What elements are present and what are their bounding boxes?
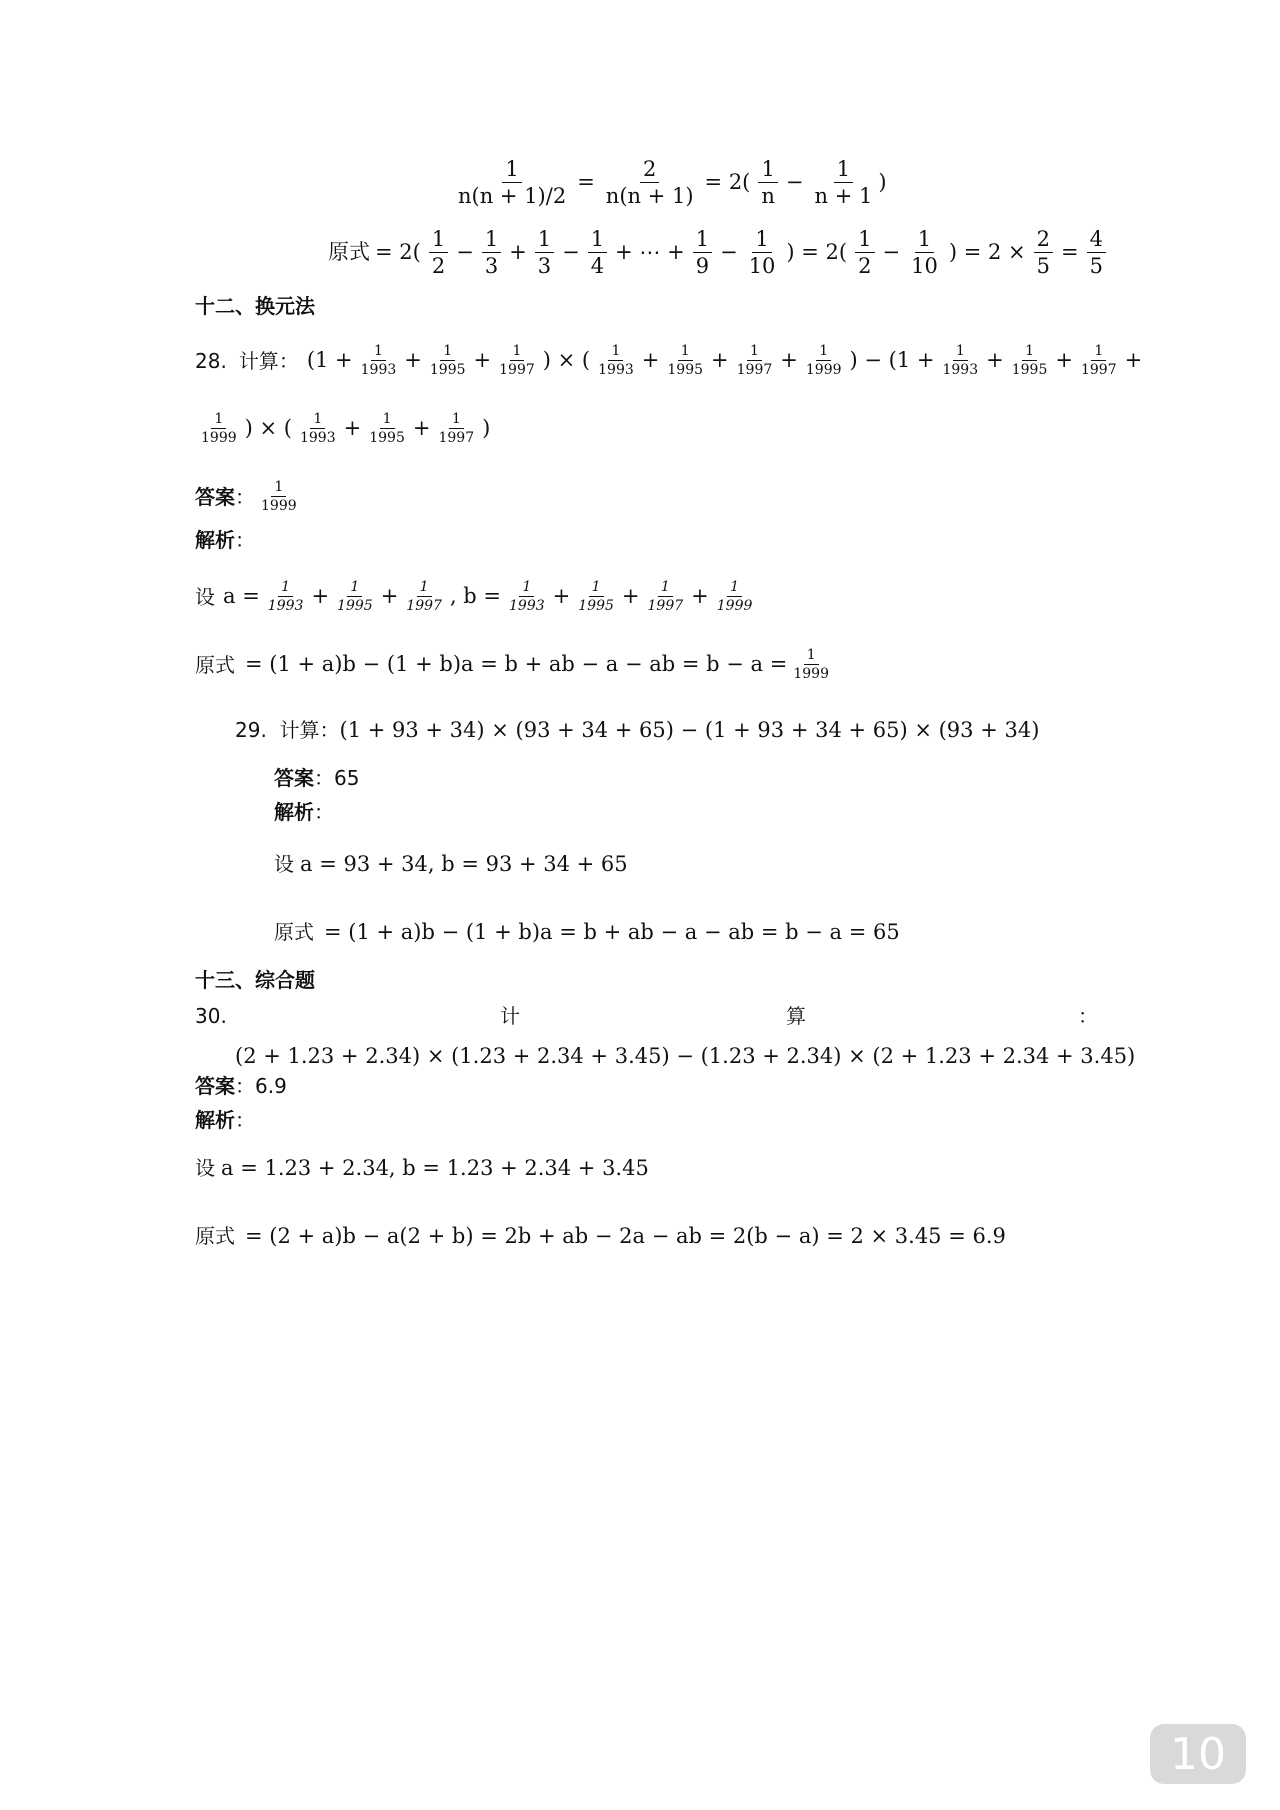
q28-answer <box>195 480 303 513</box>
numerator: 1 <box>278 580 293 597</box>
fraction <box>855 228 874 277</box>
operator: − <box>456 240 474 265</box>
denominator: 3 <box>484 254 499 279</box>
numerator: 1 <box>449 412 464 429</box>
numerator: 1 <box>535 228 554 253</box>
question-prefix: 计算： <box>279 718 340 742</box>
q28-let-expression <box>221 580 758 613</box>
denominator: 1993 <box>267 597 304 614</box>
fraction <box>908 228 941 277</box>
fraction <box>746 228 779 277</box>
analysis-colon: ： <box>235 1108 255 1132</box>
q30-original-line <box>195 1226 1006 1247</box>
denominator: 2 <box>858 254 872 279</box>
denominator: n <box>761 184 775 209</box>
denominator: 1995 <box>1011 361 1048 378</box>
denominator: 1995 <box>578 597 614 614</box>
answer-colon: ： <box>235 484 255 509</box>
fraction <box>1078 344 1120 377</box>
fraction <box>198 412 240 445</box>
fraction <box>535 228 554 277</box>
denominator: 1997 <box>499 361 535 378</box>
numerator: 1 <box>855 228 874 253</box>
expression-token: a = <box>223 584 260 609</box>
operator: − <box>720 240 738 265</box>
fraction <box>427 344 469 377</box>
let-label: 设 <box>195 1156 215 1180</box>
expression-token: ) − (1 + <box>849 348 935 373</box>
numerator: 1 <box>915 228 934 253</box>
answer-label: 答案 <box>195 1074 235 1098</box>
fraction <box>588 228 607 277</box>
numerator: 1 <box>752 228 771 253</box>
section-heading-13: 十三、综合题 <box>195 968 315 992</box>
fraction <box>496 344 538 377</box>
denominator: 10 <box>748 254 776 279</box>
expression-token: ) × ( <box>244 416 292 441</box>
numerator: 1 <box>804 648 819 665</box>
numerator: 1 <box>211 412 226 429</box>
yuanshi-label: 原式 <box>328 240 370 265</box>
q30-word-ji: 计 <box>500 1004 520 1028</box>
denominator: 1995 <box>667 361 704 378</box>
numerator: 1 <box>589 580 604 597</box>
fraction <box>664 344 706 377</box>
answer-value: ：6.9 <box>235 1074 287 1098</box>
page-number-badge: 10 <box>1150 1724 1246 1784</box>
q28-question-line2 <box>195 412 492 445</box>
denominator: 1997 <box>406 597 442 614</box>
fraction <box>603 158 697 207</box>
q30-answer <box>195 1076 287 1097</box>
let-label: 设 <box>195 584 215 609</box>
fraction <box>803 344 845 377</box>
denominator: 1993 <box>942 361 979 378</box>
expression-token: + <box>412 416 431 441</box>
denominator: n(n + 1)/2 <box>458 184 567 209</box>
answer-fraction <box>258 480 300 513</box>
numerator: 1 <box>588 228 607 253</box>
expression-token: + <box>552 584 571 609</box>
fraction <box>575 580 617 613</box>
formula-reciprocal-triangular <box>452 158 887 207</box>
denominator: 9 <box>695 254 710 279</box>
fraction <box>595 344 637 377</box>
fraction <box>758 158 778 207</box>
denominator: 2 <box>431 254 446 279</box>
fraction <box>265 580 307 613</box>
denominator: 1995 <box>429 361 466 378</box>
expression-token: + <box>473 348 492 373</box>
q28-original-line <box>195 648 835 681</box>
numerator: 1 <box>727 580 742 597</box>
analysis-label: 解析 <box>274 800 314 824</box>
denominator: 1993 <box>299 429 336 446</box>
q29-original-line <box>274 922 900 943</box>
formula-telescoping <box>328 228 1109 277</box>
denominator: 1997 <box>736 361 773 378</box>
equals-mid: ) = 2( <box>786 240 848 265</box>
fraction <box>429 228 448 277</box>
numerator: 1 <box>953 344 968 361</box>
denominator: 1995 <box>337 597 373 614</box>
denominator: 1993 <box>360 361 397 378</box>
answer-label: 答案 <box>274 766 314 790</box>
question-number: 29. <box>235 718 267 742</box>
fraction <box>297 412 339 445</box>
fraction <box>812 158 876 207</box>
fraction <box>455 158 569 207</box>
expression-token: ) × ( <box>542 348 591 373</box>
denominator: 1993 <box>598 361 634 378</box>
numerator: 4 <box>1087 228 1106 253</box>
denominator: 5 <box>1089 254 1103 279</box>
q29-analysis <box>274 802 334 823</box>
answer-label: 答案 <box>195 484 235 509</box>
denominator: 1999 <box>805 361 842 378</box>
fraction <box>1087 228 1106 277</box>
telescoping-terms-tail <box>690 228 782 277</box>
numerator: 1 <box>678 344 693 361</box>
denominator: 1997 <box>438 429 475 446</box>
numerator: 1 <box>519 580 534 597</box>
fraction <box>714 580 756 613</box>
fraction <box>403 580 445 613</box>
ellipsis: + ⋯ + <box>615 240 685 265</box>
numerator: 1 <box>658 580 673 597</box>
numerator: 1 <box>271 480 286 497</box>
fraction <box>645 580 687 613</box>
numerator: 1 <box>417 580 432 597</box>
q30-word-suan: 算 <box>786 1004 806 1028</box>
numerator: 1 <box>816 344 831 361</box>
expression-token: + <box>711 348 729 373</box>
let-label: 设 <box>274 852 294 876</box>
fraction <box>366 412 408 445</box>
fraction <box>1009 344 1051 377</box>
q30-colon: ： <box>1078 1004 1098 1028</box>
expression-token: , b = <box>449 584 502 609</box>
analysis-colon: ： <box>235 528 255 552</box>
numerator: 1 <box>747 344 762 361</box>
expression-token: + <box>311 584 330 609</box>
numerator: 1 <box>371 344 386 361</box>
denominator: 3 <box>537 254 552 279</box>
numerator: 1 <box>440 344 455 361</box>
denominator: 1999 <box>716 597 753 614</box>
fraction <box>358 344 400 377</box>
q30-let-line <box>195 1158 649 1179</box>
analysis-label: 解析 <box>195 528 235 552</box>
fraction <box>506 580 548 613</box>
expression-token: + <box>691 584 709 609</box>
numerator: 1 <box>347 580 362 597</box>
question-number: 28. <box>195 348 227 373</box>
denominator: n + 1 <box>814 184 873 209</box>
q28-expression-line2 <box>195 412 492 445</box>
simplified-terms <box>852 228 944 277</box>
numerator: 2 <box>640 158 659 183</box>
numerator: 1 <box>758 158 777 183</box>
denominator: n(n + 1) <box>605 184 694 209</box>
section-heading-12: 十二、换元法 <box>195 294 315 318</box>
expression-token: + <box>621 584 640 609</box>
q30-expression: (2 + 1.23 + 2.34) × (1.23 + 2.34 + 3.45) − (1.23 + 2.34) × (2 + 1.23 + 2.34 + 3.45) <box>235 1044 1136 1068</box>
operator: − <box>562 240 580 265</box>
q28-let-line <box>195 580 758 613</box>
denominator: 1997 <box>1080 361 1117 378</box>
expression-token: ) <box>482 416 491 441</box>
denominator: 1999 <box>201 429 237 446</box>
expression-token: + <box>343 416 362 441</box>
close-paren: ) <box>878 170 887 195</box>
q29-let-line <box>274 854 628 875</box>
numerator: 1 <box>1091 344 1106 361</box>
expression-token: + <box>380 584 399 609</box>
denominator: 10 <box>911 254 938 279</box>
fraction <box>334 580 376 613</box>
denominator: 1999 <box>793 665 829 682</box>
answer-value: ：65 <box>314 766 360 790</box>
equals-sign: = <box>577 170 595 195</box>
denominator: 1995 <box>369 429 405 446</box>
q28-question-line1 <box>195 344 1144 377</box>
result-fraction <box>790 648 832 681</box>
original-expression: = (1 + a)b − (1 + b)a = b + ab − a − ab = b − a = <box>245 652 788 677</box>
minus-sign: − <box>785 170 804 195</box>
denominator: 1999 <box>261 497 297 514</box>
numerator: 1 <box>510 344 525 361</box>
expression-token: + <box>404 348 422 373</box>
analysis-label: 解析 <box>195 1108 235 1132</box>
equals-sign: = <box>1061 240 1079 265</box>
operator: − <box>882 240 901 265</box>
original-expression: = (2 + a)b − a(2 + b) = 2b + ab − 2a − ab = 2(b − a) = 2 × 3.45 = 6.9 <box>245 1224 1006 1248</box>
equals-sign: = 2( <box>704 170 751 195</box>
q29-answer <box>274 768 359 789</box>
numerator: 1 <box>693 228 712 253</box>
original-expression: = (1 + a)b − (1 + b)a = b + ab − a − ab = b − a = 65 <box>324 920 900 944</box>
fraction <box>1034 228 1053 277</box>
original-label: 原式 <box>274 920 314 944</box>
denominator: 4 <box>590 254 605 279</box>
fraction <box>693 228 712 277</box>
q30-analysis <box>195 1110 255 1131</box>
q30-number: 30. <box>195 1004 227 1028</box>
let-expression: a = 1.23 + 2.34, b = 1.23 + 2.34 + 3.45 <box>221 1156 649 1180</box>
numerator: 1 <box>380 412 395 429</box>
fraction <box>939 344 981 377</box>
fraction <box>482 228 501 277</box>
original-label: 原式 <box>195 652 235 677</box>
equals-open: = 2( <box>375 240 421 265</box>
original-label: 原式 <box>195 1224 235 1248</box>
denominator: 1997 <box>647 597 684 614</box>
expression-token: + <box>1124 348 1143 373</box>
question-colon: ： <box>278 348 299 373</box>
expression-token: + <box>780 348 798 373</box>
numerator: 1 <box>429 228 448 253</box>
analysis-colon: ： <box>314 800 334 824</box>
q29-question <box>235 720 1039 741</box>
numerator: 2 <box>1034 228 1053 253</box>
numerator: 1 <box>608 344 623 361</box>
operator: + <box>509 240 527 265</box>
q28-expression-line1 <box>305 344 1144 377</box>
question-expression: (1 + 93 + 34) × (93 + 34 + 65) − (1 + 93 + 34 + 65) × (93 + 34) <box>339 718 1040 742</box>
fraction <box>734 344 776 377</box>
let-expression: a = 93 + 34, b = 93 + 34 + 65 <box>300 852 628 876</box>
equals-end: ) = 2 × <box>948 240 1026 265</box>
numerator: 1 <box>502 158 521 183</box>
question-prefix: 计算 <box>238 348 279 373</box>
denominator: 5 <box>1036 254 1050 279</box>
numerator: 1 <box>310 412 325 429</box>
expression-token: + <box>986 348 1004 373</box>
numerator: 1 <box>834 158 853 183</box>
numerator: 1 <box>482 228 501 253</box>
expression-token: + <box>641 348 660 373</box>
denominator: 1993 <box>509 597 545 614</box>
expression-token: + <box>1055 348 1073 373</box>
expression-token: (1 + <box>306 348 353 373</box>
numerator: 1 <box>1022 344 1037 361</box>
telescoping-terms <box>426 228 610 277</box>
fraction <box>435 412 477 445</box>
q28-analysis <box>195 530 255 551</box>
